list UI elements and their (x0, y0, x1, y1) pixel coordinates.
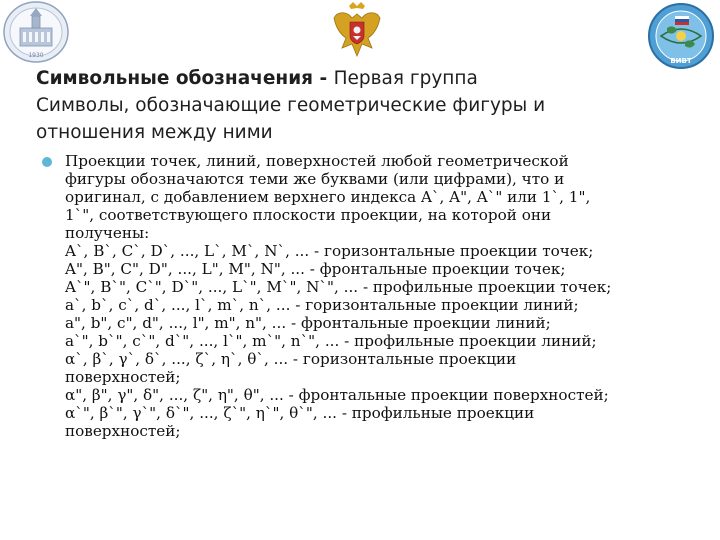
slide-title (36, 65, 636, 92)
bullet-line: a`", b`", c`", d`", ..., l`", m`", n`", ... - профильные проекции линий; (65, 332, 597, 350)
title-bold: Символьные обозначения - (36, 68, 334, 89)
left-logo-caption: 1930 (28, 52, 44, 59)
bullet-line: α", β", γ", δ", ..., ζ", η", θ", ... - фронтальные проекции поверхностей; (65, 386, 609, 404)
bullet-line: A`, B`, C`, D`, ..., L`, M`, N`, ... - горизонтальные проекции точек; (65, 242, 594, 260)
bullet-line: A", B", C", D", ..., L", M", N", ... - фронтальные проекции точек; (65, 260, 566, 278)
bullet-line: α`, β`, γ`, δ`, ..., ζ`, η`, θ`, ... - горизонтальные проекции (65, 350, 517, 368)
university-logo (2, 0, 70, 64)
bullet-line: получены: (65, 224, 150, 242)
bullet-text (65, 152, 705, 440)
bullet-line: оригинал, с добавлением верхнего индекса A`, A", A`" или 1`, 1", (65, 188, 591, 206)
bullet-line: α`", β`", γ`", δ`", ..., ζ`", η`", θ`", ... - профильные проекции (65, 404, 535, 422)
title-normal: Первая группа (333, 68, 478, 89)
subtitle-line: Символы, обозначающие геометрические фигуры и (36, 95, 546, 116)
bullet-dot-icon (42, 157, 52, 167)
bullet-line: поверхностей; (65, 422, 181, 440)
bullet-line: 1`", соответствующего плоскости проекции, на которой они (65, 206, 552, 224)
bullet-line: Проекции точек, линий, поверхностей любой геометрической (65, 152, 569, 170)
bullet-line: a", b", c", d", ..., l", m", n", ... - фронтальные проекции линий; (65, 314, 551, 332)
subtitle-line: отношения между ними (36, 122, 273, 143)
slide-title-block (36, 65, 636, 146)
university-building-logo-icon (2, 0, 70, 64)
bullet-line: A`", B`", C`", D`", ..., L`", M`", N`", ... - профильные проекции точек; (65, 278, 612, 296)
bullet-line: поверхностей; (65, 368, 181, 386)
right-logo-caption: ВИВТ (670, 57, 692, 65)
globe-emblem-icon (647, 2, 715, 70)
bullet-line: a`, b`, c`, d`, ..., l`, m`, n`, ... - горизонтальные проекции линий; (65, 296, 579, 314)
double-headed-eagle-emblem-icon (328, 0, 386, 64)
bullet-line: фигуры обозначаются теми же буквами (или цифрами), что и (65, 170, 565, 188)
institute-logo (647, 2, 715, 70)
coat-of-arms (328, 0, 386, 64)
